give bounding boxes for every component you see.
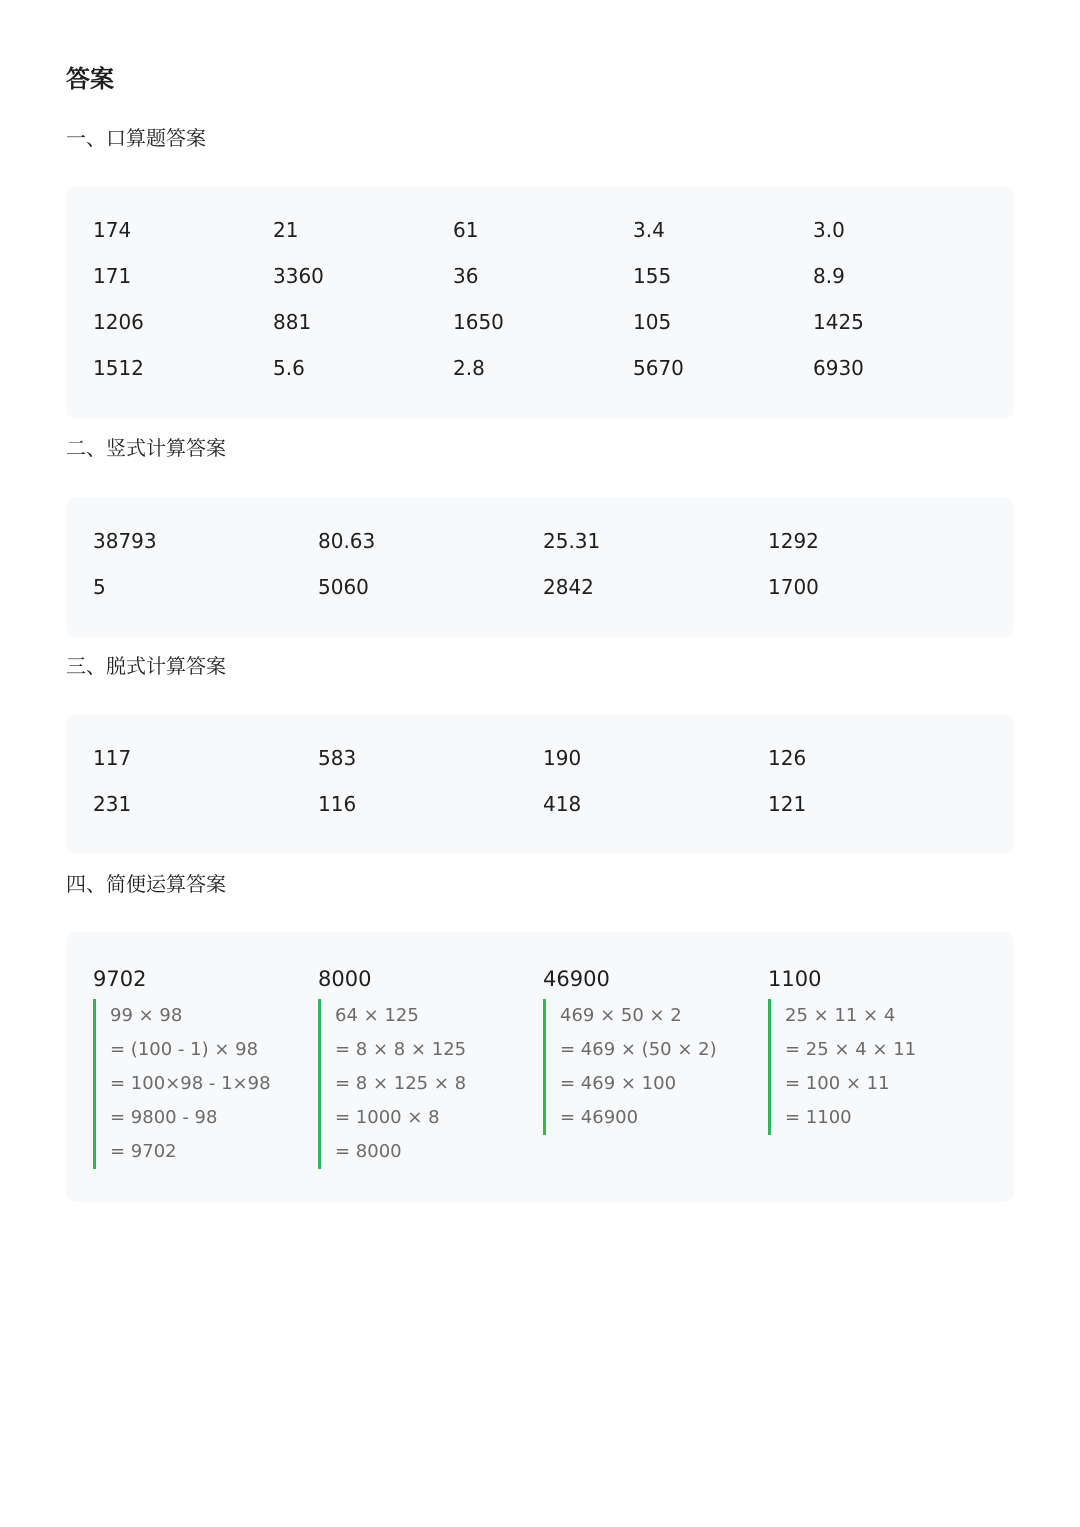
simplify-step-list (93, 999, 318, 1169)
answer-cell: 5670 (633, 356, 684, 380)
simplify-step: 99 × 98 (110, 1005, 183, 1026)
section-heading-simplify: 四、简便运算答案 (66, 872, 226, 896)
answer-cell: 231 (93, 792, 132, 816)
simplify-step: = 9702 (110, 1141, 177, 1162)
simplify-step: = 46900 (560, 1107, 639, 1128)
simplify-step: = 25 × 4 × 11 (785, 1039, 917, 1060)
answer-cell: 6930 (813, 356, 864, 380)
answer-cell: 418 (543, 792, 582, 816)
answer-cell: 61 (453, 218, 479, 242)
answer-cell: 2.8 (453, 356, 485, 380)
answer-cell: 8.9 (813, 264, 845, 288)
simplify-result: 9702 (93, 967, 147, 991)
panel-stepwise (66, 714, 1014, 854)
page-title: 答案 (66, 65, 114, 93)
answer-cell: 583 (318, 746, 357, 770)
answer-cell: 3.0 (813, 218, 845, 242)
answer-cell: 171 (93, 264, 132, 288)
answer-cell: 1700 (768, 575, 819, 599)
answer-cell: 21 (273, 218, 299, 242)
answer-cell: 881 (273, 310, 312, 334)
answer-cell: 1650 (453, 310, 504, 334)
simplify-item (318, 965, 543, 1169)
answer-grid-stepwise (93, 744, 993, 818)
simplify-step-list (768, 999, 993, 1135)
panel-vertical (66, 497, 1014, 637)
simplify-step: = 469 × 100 (560, 1073, 677, 1094)
simplify-item (768, 965, 993, 1169)
simplify-step: = (100 - 1) × 98 (110, 1039, 259, 1060)
simplify-item (543, 965, 768, 1169)
simplify-result: 1100 (768, 967, 822, 991)
simplify-step: = 8 × 125 × 8 (335, 1073, 467, 1094)
answer-cell: 3360 (273, 264, 324, 288)
panel-oral (66, 186, 1014, 419)
simplify-step: = 100 × 11 (785, 1073, 890, 1094)
simplify-steps-row (93, 965, 993, 1169)
simplify-result: 46900 (543, 967, 610, 991)
simplify-step: = 100×98 - 1×98 (110, 1073, 271, 1094)
answer-cell: 1292 (768, 529, 819, 553)
answer-cell: 117 (93, 746, 132, 770)
answer-cell: 105 (633, 310, 672, 334)
answer-cell: 38793 (93, 529, 157, 553)
answer-cell: 5.6 (273, 356, 305, 380)
answer-cell: 5060 (318, 575, 369, 599)
answer-cell: 3.4 (633, 218, 665, 242)
answer-cell: 2842 (543, 575, 594, 599)
answer-cell: 116 (318, 792, 357, 816)
answer-cell: 121 (768, 792, 807, 816)
answer-cell: 1206 (93, 310, 144, 334)
simplify-step: = 8000 (335, 1141, 402, 1162)
simplify-step: = 1100 (785, 1107, 852, 1128)
section-heading-stepwise: 三、脱式计算答案 (66, 654, 226, 678)
simplify-step-list (318, 999, 543, 1169)
simplify-step: = 8 × 8 × 125 (335, 1039, 467, 1060)
section-heading-oral: 一、口算题答案 (66, 126, 206, 150)
answer-cell: 36 (453, 264, 479, 288)
simplify-step: 469 × 50 × 2 (560, 1005, 682, 1026)
answer-cell: 1512 (93, 356, 144, 380)
answer-cell: 174 (93, 218, 132, 242)
section-heading-vertical: 二、竖式计算答案 (66, 436, 226, 460)
simplify-step: 64 × 125 (335, 1005, 419, 1026)
answer-cell: 25.31 (543, 529, 601, 553)
answer-cell: 155 (633, 264, 672, 288)
answer-grid-oral (93, 216, 993, 382)
simplify-step-list (543, 999, 768, 1135)
answer-cell: 126 (768, 746, 807, 770)
answer-cell: 190 (543, 746, 582, 770)
answer-grid-vertical (93, 527, 993, 601)
simplify-step: 25 × 11 × 4 (785, 1005, 896, 1026)
simplify-step: = 9800 - 98 (110, 1107, 218, 1128)
answer-cell: 1425 (813, 310, 864, 334)
simplify-result: 8000 (318, 967, 372, 991)
simplify-step: = 469 × (50 × 2) (560, 1039, 717, 1060)
simplify-item (93, 965, 318, 1169)
answer-cell: 80.63 (318, 529, 376, 553)
simplify-step: = 1000 × 8 (335, 1107, 440, 1128)
panel-simplify (66, 932, 1014, 1202)
answer-cell: 5 (93, 575, 106, 599)
